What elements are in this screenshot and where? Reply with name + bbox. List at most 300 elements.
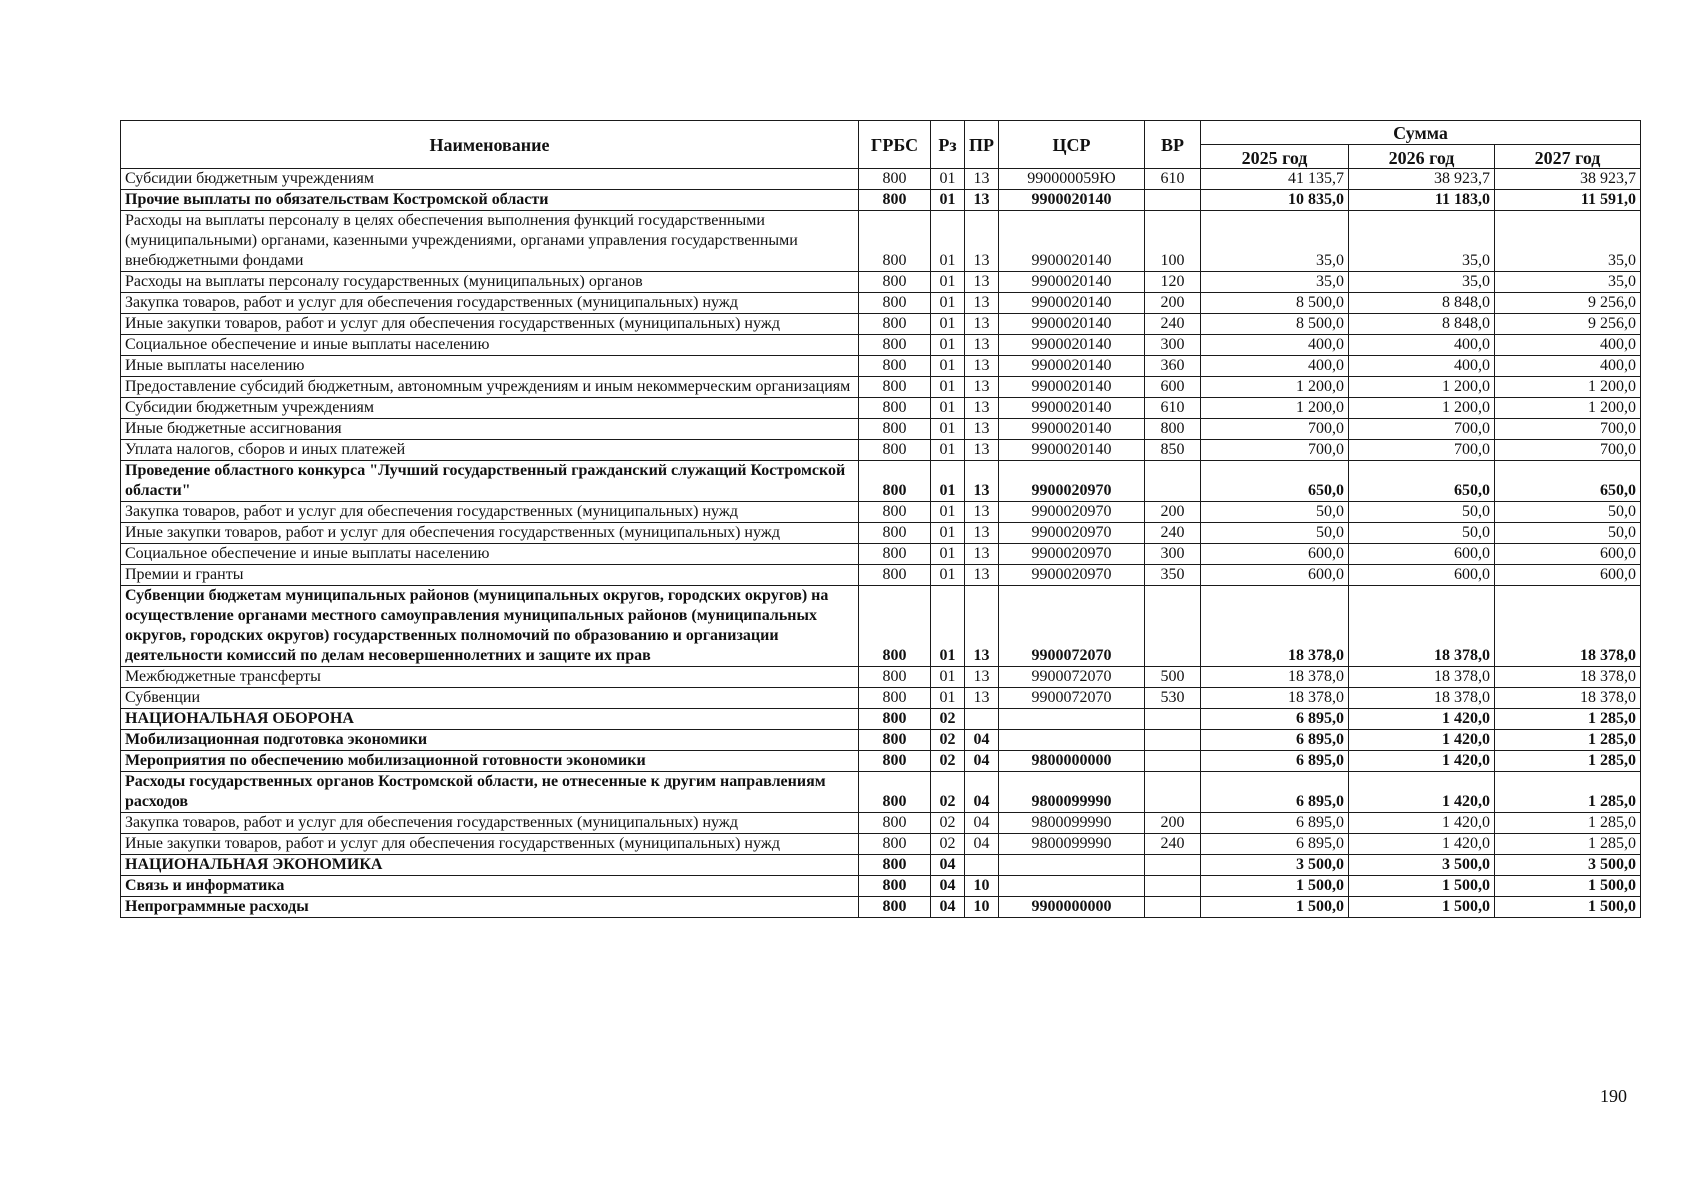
cell-sum-2026: 18 378,0 — [1349, 667, 1495, 688]
cell-name: Субсидии бюджетным учреждениям — [121, 398, 859, 419]
cell-sum-2025: 35,0 — [1201, 272, 1349, 293]
cell-vr — [1145, 730, 1201, 751]
cell-vr: 500 — [1145, 667, 1201, 688]
cell-sum-2026: 400,0 — [1349, 335, 1495, 356]
cell-csr: 9900020140 — [999, 377, 1145, 398]
cell-name: НАЦИОНАЛЬНАЯ ЭКОНОМИКА — [121, 855, 859, 876]
cell-rz: 04 — [931, 897, 965, 918]
cell-grbs: 800 — [859, 502, 931, 523]
col-header-2027: 2027 год — [1495, 145, 1641, 169]
cell-pr — [965, 855, 999, 876]
cell-sum-2027: 1 200,0 — [1495, 398, 1641, 419]
cell-vr — [1145, 897, 1201, 918]
cell-pr: 13 — [965, 565, 999, 586]
cell-name: Расходы государственных органов Костромской области, не отнесенные к другим направлениям расходов — [121, 772, 859, 813]
table-row — [121, 730, 1641, 751]
cell-grbs: 800 — [859, 272, 931, 293]
cell-name: Социальное обеспечение и иные выплаты населению — [121, 544, 859, 565]
cell-csr: 9900072070 — [999, 586, 1145, 667]
table-row — [121, 544, 1641, 565]
cell-name: Иные закупки товаров, работ и услуг для обеспечения государственных (муниципальных) нужд — [121, 834, 859, 855]
table-row — [121, 834, 1641, 855]
col-header-grbs: ГРБС — [859, 121, 931, 169]
cell-csr: 9900020140 — [999, 190, 1145, 211]
cell-rz: 01 — [931, 565, 965, 586]
cell-name: Прочие выплаты по обязательствам Костромской области — [121, 190, 859, 211]
cell-name: Проведение областного конкурса "Лучший государственный гражданский служащий Костромской области" — [121, 461, 859, 502]
table-header — [121, 121, 1641, 169]
cell-sum-2026: 1 200,0 — [1349, 398, 1495, 419]
cell-sum-2026: 8 848,0 — [1349, 293, 1495, 314]
cell-name: Иные закупки товаров, работ и услуг для обеспечения государственных (муниципальных) нужд — [121, 523, 859, 544]
cell-pr: 13 — [965, 272, 999, 293]
cell-pr: 04 — [965, 834, 999, 855]
cell-sum-2026: 700,0 — [1349, 440, 1495, 461]
cell-grbs: 800 — [859, 356, 931, 377]
cell-rz: 01 — [931, 377, 965, 398]
cell-grbs: 800 — [859, 440, 931, 461]
cell-sum-2026: 600,0 — [1349, 565, 1495, 586]
cell-vr: 350 — [1145, 565, 1201, 586]
cell-vr — [1145, 876, 1201, 897]
cell-pr: 13 — [965, 688, 999, 709]
table-row — [121, 335, 1641, 356]
cell-rz: 01 — [931, 335, 965, 356]
cell-sum-2026: 1 500,0 — [1349, 876, 1495, 897]
table-row — [121, 876, 1641, 897]
col-header-rz: Рз — [931, 121, 965, 169]
cell-pr: 13 — [965, 398, 999, 419]
cell-rz: 01 — [931, 211, 965, 272]
cell-rz: 01 — [931, 502, 965, 523]
cell-vr: 360 — [1145, 356, 1201, 377]
table-body — [121, 169, 1641, 918]
cell-sum-2026: 50,0 — [1349, 523, 1495, 544]
cell-grbs: 800 — [859, 730, 931, 751]
cell-sum-2027: 35,0 — [1495, 272, 1641, 293]
col-header-vr: ВР — [1145, 121, 1201, 169]
cell-pr — [965, 709, 999, 730]
cell-sum-2026: 400,0 — [1349, 356, 1495, 377]
cell-sum-2025: 6 895,0 — [1201, 772, 1349, 813]
cell-sum-2027: 1 285,0 — [1495, 834, 1641, 855]
cell-vr: 100 — [1145, 211, 1201, 272]
cell-grbs: 800 — [859, 293, 931, 314]
cell-sum-2025: 35,0 — [1201, 211, 1349, 272]
table-row — [121, 667, 1641, 688]
cell-pr: 13 — [965, 544, 999, 565]
cell-name: Расходы на выплаты персоналу государственных (муниципальных) органов — [121, 272, 859, 293]
cell-sum-2025: 700,0 — [1201, 440, 1349, 461]
cell-pr: 13 — [965, 419, 999, 440]
cell-vr: 300 — [1145, 544, 1201, 565]
table-row — [121, 586, 1641, 667]
cell-rz: 04 — [931, 876, 965, 897]
cell-vr: 600 — [1145, 377, 1201, 398]
cell-sum-2027: 1 500,0 — [1495, 897, 1641, 918]
cell-name: Социальное обеспечение и иные выплаты населению — [121, 335, 859, 356]
cell-pr: 13 — [965, 335, 999, 356]
table-row — [121, 293, 1641, 314]
cell-csr: 9800099990 — [999, 834, 1145, 855]
cell-sum-2025: 10 835,0 — [1201, 190, 1349, 211]
cell-name: Иные бюджетные ассигнования — [121, 419, 859, 440]
cell-name: Мобилизационная подготовка экономики — [121, 730, 859, 751]
cell-sum-2027: 1 285,0 — [1495, 813, 1641, 834]
cell-sum-2026: 11 183,0 — [1349, 190, 1495, 211]
cell-name: Субсидии бюджетным учреждениям — [121, 169, 859, 190]
cell-pr: 04 — [965, 751, 999, 772]
cell-name: Непрограммные расходы — [121, 897, 859, 918]
cell-sum-2025: 1 500,0 — [1201, 876, 1349, 897]
cell-sum-2025: 1 200,0 — [1201, 398, 1349, 419]
cell-grbs: 800 — [859, 813, 931, 834]
cell-sum-2026: 18 378,0 — [1349, 586, 1495, 667]
cell-sum-2026: 3 500,0 — [1349, 855, 1495, 876]
col-header-2025: 2025 год — [1201, 145, 1349, 169]
cell-csr: 9900020140 — [999, 398, 1145, 419]
cell-pr: 13 — [965, 523, 999, 544]
cell-vr: 610 — [1145, 169, 1201, 190]
cell-sum-2027: 35,0 — [1495, 211, 1641, 272]
cell-csr: 9900020970 — [999, 544, 1145, 565]
cell-name: Иные выплаты населению — [121, 356, 859, 377]
cell-sum-2027: 700,0 — [1495, 440, 1641, 461]
table-row — [121, 813, 1641, 834]
cell-name: Субвенции — [121, 688, 859, 709]
cell-rz: 02 — [931, 772, 965, 813]
cell-sum-2026: 1 500,0 — [1349, 897, 1495, 918]
cell-sum-2025: 400,0 — [1201, 356, 1349, 377]
table-row — [121, 688, 1641, 709]
table-row — [121, 709, 1641, 730]
cell-sum-2027: 50,0 — [1495, 523, 1641, 544]
cell-sum-2026: 600,0 — [1349, 544, 1495, 565]
cell-sum-2025: 6 895,0 — [1201, 813, 1349, 834]
cell-csr: 9900020140 — [999, 272, 1145, 293]
cell-csr: 990000059Ю — [999, 169, 1145, 190]
cell-sum-2026: 1 420,0 — [1349, 834, 1495, 855]
cell-csr: 9800000000 — [999, 751, 1145, 772]
cell-grbs: 800 — [859, 523, 931, 544]
cell-vr: 240 — [1145, 834, 1201, 855]
cell-sum-2026: 1 420,0 — [1349, 772, 1495, 813]
cell-grbs: 800 — [859, 398, 931, 419]
cell-pr: 04 — [965, 772, 999, 813]
cell-grbs: 800 — [859, 335, 931, 356]
cell-sum-2025: 6 895,0 — [1201, 751, 1349, 772]
cell-rz: 02 — [931, 834, 965, 855]
cell-sum-2027: 18 378,0 — [1495, 586, 1641, 667]
cell-csr: 9900020140 — [999, 356, 1145, 377]
cell-name: НАЦИОНАЛЬНАЯ ОБОРОНА — [121, 709, 859, 730]
cell-rz: 02 — [931, 730, 965, 751]
cell-pr: 10 — [965, 897, 999, 918]
cell-vr — [1145, 586, 1201, 667]
table-row — [121, 419, 1641, 440]
cell-name: Закупка товаров, работ и услуг для обеспечения государственных (муниципальных) нужд — [121, 293, 859, 314]
cell-sum-2026: 1 420,0 — [1349, 813, 1495, 834]
cell-vr: 200 — [1145, 293, 1201, 314]
cell-csr: 9900020140 — [999, 419, 1145, 440]
col-header-sum: Сумма — [1201, 121, 1641, 145]
table-row — [121, 855, 1641, 876]
cell-pr: 13 — [965, 314, 999, 335]
cell-pr: 13 — [965, 502, 999, 523]
table-row — [121, 461, 1641, 502]
cell-sum-2025: 700,0 — [1201, 419, 1349, 440]
cell-name: Премии и гранты — [121, 565, 859, 586]
cell-pr: 13 — [965, 440, 999, 461]
cell-grbs: 800 — [859, 855, 931, 876]
table-row — [121, 751, 1641, 772]
cell-rz: 01 — [931, 461, 965, 502]
cell-rz: 02 — [931, 751, 965, 772]
cell-name: Иные закупки товаров, работ и услуг для обеспечения государственных (муниципальных) нужд — [121, 314, 859, 335]
cell-sum-2027: 1 285,0 — [1495, 709, 1641, 730]
cell-name: Расходы на выплаты персоналу в целях обеспечения выполнения функций государственными (муниципальными) органами, казенными учреждениями, органами управления государственными внебюджетными фондами — [121, 211, 859, 272]
table-row — [121, 377, 1641, 398]
cell-grbs: 800 — [859, 897, 931, 918]
cell-grbs: 800 — [859, 667, 931, 688]
cell-sum-2027: 650,0 — [1495, 461, 1641, 502]
cell-csr: 9900000000 — [999, 897, 1145, 918]
cell-sum-2027: 400,0 — [1495, 335, 1641, 356]
cell-rz: 01 — [931, 356, 965, 377]
cell-sum-2027: 1 285,0 — [1495, 751, 1641, 772]
cell-sum-2026: 50,0 — [1349, 502, 1495, 523]
cell-csr: 9900020970 — [999, 502, 1145, 523]
cell-grbs: 800 — [859, 419, 931, 440]
cell-csr: 9900020970 — [999, 523, 1145, 544]
cell-pr: 13 — [965, 169, 999, 190]
cell-pr: 13 — [965, 461, 999, 502]
cell-csr: 9900020970 — [999, 565, 1145, 586]
cell-csr: 9900020140 — [999, 440, 1145, 461]
cell-sum-2027: 9 256,0 — [1495, 293, 1641, 314]
cell-grbs: 800 — [859, 834, 931, 855]
budget-table — [120, 120, 1641, 918]
cell-sum-2027: 18 378,0 — [1495, 667, 1641, 688]
page-number: 190 — [1600, 1086, 1627, 1106]
cell-csr — [999, 730, 1145, 751]
table-row — [121, 398, 1641, 419]
cell-rz: 01 — [931, 688, 965, 709]
cell-vr — [1145, 461, 1201, 502]
cell-sum-2027: 700,0 — [1495, 419, 1641, 440]
cell-name: Закупка товаров, работ и услуг для обеспечения государственных (муниципальных) нужд — [121, 813, 859, 834]
cell-vr: 850 — [1145, 440, 1201, 461]
cell-grbs: 800 — [859, 751, 931, 772]
cell-name: Субвенции бюджетам муниципальных районов (муниципальных округов, городских округов) на осуществление органами местного самоуправления муниципальных районов (муниципальных округов, городских округов) государственных полномочий по образованию и организации деятельности комиссий по делам несовершеннолетних и защите их прав — [121, 586, 859, 667]
cell-sum-2025: 650,0 — [1201, 461, 1349, 502]
cell-vr: 530 — [1145, 688, 1201, 709]
cell-csr: 9900072070 — [999, 667, 1145, 688]
cell-pr: 10 — [965, 876, 999, 897]
cell-grbs: 800 — [859, 772, 931, 813]
cell-csr: 9800099990 — [999, 772, 1145, 813]
cell-sum-2025: 18 378,0 — [1201, 586, 1349, 667]
col-header-name: Наименование — [121, 121, 859, 169]
cell-sum-2027: 600,0 — [1495, 544, 1641, 565]
cell-csr: 9900020970 — [999, 461, 1145, 502]
cell-rz: 02 — [931, 709, 965, 730]
table-row — [121, 190, 1641, 211]
cell-grbs: 800 — [859, 314, 931, 335]
table-row — [121, 272, 1641, 293]
cell-vr: 300 — [1145, 335, 1201, 356]
cell-sum-2025: 1 200,0 — [1201, 377, 1349, 398]
cell-vr: 200 — [1145, 813, 1201, 834]
cell-rz: 01 — [931, 190, 965, 211]
cell-rz: 01 — [931, 667, 965, 688]
cell-sum-2025: 41 135,7 — [1201, 169, 1349, 190]
cell-rz: 01 — [931, 293, 965, 314]
cell-sum-2025: 8 500,0 — [1201, 293, 1349, 314]
cell-sum-2027: 9 256,0 — [1495, 314, 1641, 335]
cell-vr: 610 — [1145, 398, 1201, 419]
cell-sum-2025: 18 378,0 — [1201, 667, 1349, 688]
cell-sum-2027: 600,0 — [1495, 565, 1641, 586]
cell-pr: 04 — [965, 813, 999, 834]
cell-grbs: 800 — [859, 461, 931, 502]
cell-name: Предоставление субсидий бюджетным, автономным учреждениям и иным некоммерческим организациям — [121, 377, 859, 398]
cell-pr: 13 — [965, 190, 999, 211]
col-header-pr: ПР — [965, 121, 999, 169]
cell-sum-2026: 8 848,0 — [1349, 314, 1495, 335]
cell-rz: 01 — [931, 398, 965, 419]
cell-rz: 01 — [931, 544, 965, 565]
cell-sum-2026: 1 420,0 — [1349, 709, 1495, 730]
cell-vr: 240 — [1145, 314, 1201, 335]
cell-sum-2026: 18 378,0 — [1349, 688, 1495, 709]
col-header-csr: ЦСР — [999, 121, 1145, 169]
cell-pr: 13 — [965, 667, 999, 688]
cell-pr: 13 — [965, 293, 999, 314]
table-row — [121, 169, 1641, 190]
cell-vr: 800 — [1145, 419, 1201, 440]
cell-sum-2027: 38 923,7 — [1495, 169, 1641, 190]
cell-grbs: 800 — [859, 544, 931, 565]
cell-grbs: 800 — [859, 211, 931, 272]
cell-sum-2026: 1 420,0 — [1349, 730, 1495, 751]
cell-grbs: 800 — [859, 586, 931, 667]
cell-grbs: 800 — [859, 169, 931, 190]
cell-sum-2026: 38 923,7 — [1349, 169, 1495, 190]
cell-csr: 9800099990 — [999, 813, 1145, 834]
cell-sum-2027: 1 200,0 — [1495, 377, 1641, 398]
cell-name: Межбюджетные трансферты — [121, 667, 859, 688]
cell-pr: 13 — [965, 356, 999, 377]
cell-sum-2026: 1 420,0 — [1349, 751, 1495, 772]
cell-grbs: 800 — [859, 876, 931, 897]
cell-rz: 01 — [931, 586, 965, 667]
cell-vr — [1145, 855, 1201, 876]
cell-rz: 01 — [931, 169, 965, 190]
cell-csr: 9900020140 — [999, 293, 1145, 314]
cell-pr: 13 — [965, 211, 999, 272]
cell-sum-2026: 35,0 — [1349, 272, 1495, 293]
cell-csr: 9900072070 — [999, 688, 1145, 709]
cell-grbs: 800 — [859, 565, 931, 586]
cell-rz: 01 — [931, 419, 965, 440]
cell-csr — [999, 855, 1145, 876]
table-row — [121, 356, 1641, 377]
table-row — [121, 897, 1641, 918]
cell-sum-2025: 50,0 — [1201, 502, 1349, 523]
cell-sum-2026: 700,0 — [1349, 419, 1495, 440]
cell-name: Связь и информатика — [121, 876, 859, 897]
table-row — [121, 211, 1641, 272]
cell-sum-2027: 1 285,0 — [1495, 730, 1641, 751]
table-row — [121, 772, 1641, 813]
cell-csr: 9900020140 — [999, 335, 1145, 356]
cell-grbs: 800 — [859, 190, 931, 211]
table-row — [121, 440, 1641, 461]
cell-vr: 200 — [1145, 502, 1201, 523]
cell-sum-2027: 18 378,0 — [1495, 688, 1641, 709]
cell-sum-2027: 400,0 — [1495, 356, 1641, 377]
cell-sum-2025: 50,0 — [1201, 523, 1349, 544]
cell-sum-2026: 35,0 — [1349, 211, 1495, 272]
cell-grbs: 800 — [859, 709, 931, 730]
cell-rz: 04 — [931, 855, 965, 876]
cell-csr — [999, 709, 1145, 730]
cell-rz: 01 — [931, 272, 965, 293]
cell-sum-2025: 6 895,0 — [1201, 709, 1349, 730]
cell-sum-2026: 650,0 — [1349, 461, 1495, 502]
cell-sum-2025: 600,0 — [1201, 565, 1349, 586]
cell-csr: 9900020140 — [999, 314, 1145, 335]
cell-grbs: 800 — [859, 688, 931, 709]
table-row — [121, 502, 1641, 523]
cell-csr: 9900020140 — [999, 211, 1145, 272]
table-row — [121, 565, 1641, 586]
col-header-2026: 2026 год — [1349, 145, 1495, 169]
table-row — [121, 314, 1641, 335]
cell-name: Уплата налогов, сборов и иных платежей — [121, 440, 859, 461]
cell-rz: 01 — [931, 523, 965, 544]
cell-sum-2025: 600,0 — [1201, 544, 1349, 565]
cell-pr: 04 — [965, 730, 999, 751]
cell-name: Закупка товаров, работ и услуг для обеспечения государственных (муниципальных) нужд — [121, 502, 859, 523]
cell-sum-2025: 1 500,0 — [1201, 897, 1349, 918]
cell-sum-2027: 1 285,0 — [1495, 772, 1641, 813]
cell-vr — [1145, 190, 1201, 211]
cell-grbs: 800 — [859, 377, 931, 398]
cell-sum-2025: 8 500,0 — [1201, 314, 1349, 335]
table-row — [121, 523, 1641, 544]
cell-rz: 02 — [931, 813, 965, 834]
cell-sum-2027: 50,0 — [1495, 502, 1641, 523]
cell-vr — [1145, 709, 1201, 730]
cell-sum-2026: 1 200,0 — [1349, 377, 1495, 398]
cell-sum-2027: 11 591,0 — [1495, 190, 1641, 211]
cell-pr: 13 — [965, 586, 999, 667]
cell-rz: 01 — [931, 440, 965, 461]
cell-vr — [1145, 772, 1201, 813]
cell-rz: 01 — [931, 314, 965, 335]
cell-sum-2025: 18 378,0 — [1201, 688, 1349, 709]
cell-vr: 240 — [1145, 523, 1201, 544]
cell-vr: 120 — [1145, 272, 1201, 293]
cell-csr — [999, 876, 1145, 897]
cell-pr: 13 — [965, 377, 999, 398]
cell-sum-2027: 3 500,0 — [1495, 855, 1641, 876]
cell-vr — [1145, 751, 1201, 772]
cell-sum-2027: 1 500,0 — [1495, 876, 1641, 897]
cell-name: Мероприятия по обеспечению мобилизационной готовности экономики — [121, 751, 859, 772]
